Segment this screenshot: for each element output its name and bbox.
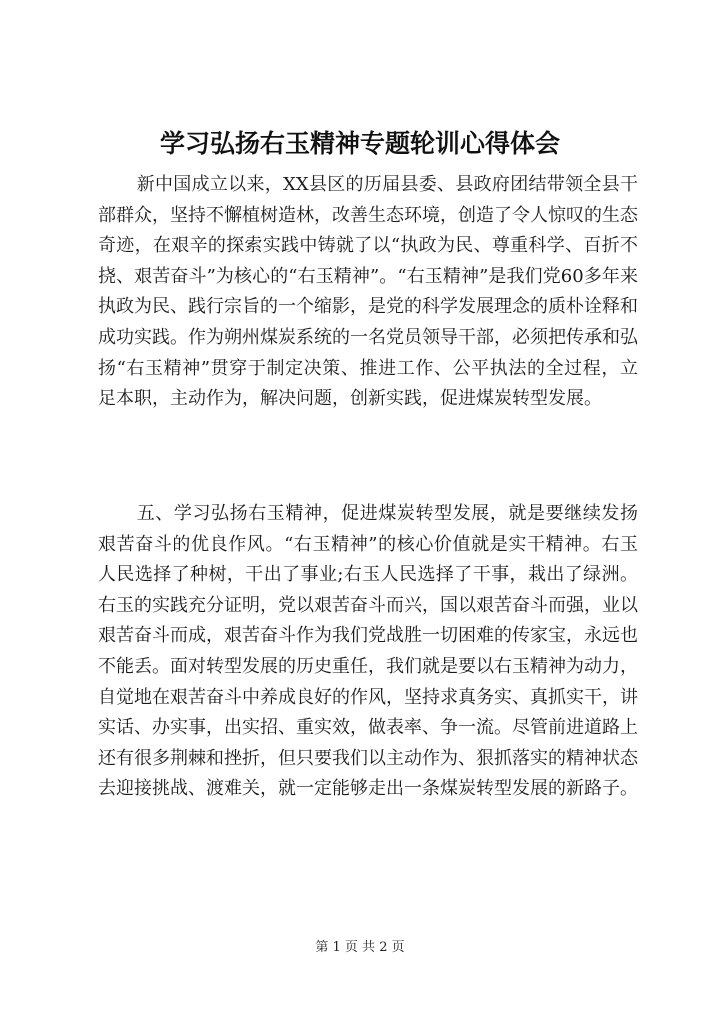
body-paragraph-1: 新中国成立以来，XX县区的历届县委、县政府团结带领全县干部群众，坚持不懈植树造林，改善生态环境，创造了令人惊叹的生态奇迹，在艰辛的探索实践中铸就了以“执政为民、尊重科学、百折不挠、艰苦奋斗”为核心的“右玉精神”。“右玉精神”是我们党60多年来执政为民、践行宗旨的一个缩影，是党的科学发展理念的质朴诠释和成功实践。作为朔州煤炭系统的一名党员领导干部，必须把传承和弘扬“右玉精神”贯穿于制定决策、推进工作、公平执法的全过程，立足本职，主动作为，解决问题，创新实践，促进煤炭转型发展。 — [98, 174, 638, 410]
document-title: 学习弘扬右玉精神专题轮训心得体会 — [159, 129, 560, 158]
body-paragraph-2: 五、学习弘扬右玉精神，促进煤炭转型发展，就是要继续发扬艰苦奋斗的优良作风。“右玉精神”的核心价值就是实干精神。右玉人民选择了种树，干出了事业;右玉人民选择了干事，栽出了绿洲。右玉的实践充分证明，党以艰苦奋斗而兴，国以艰苦奋斗而强，业以艰苦奋斗而成，艰苦奋斗作为我们党战胜一切困难的传家宝，永远也不能丢。面对转型发展的历史重任，我们就是要以右玉精神为动力，自觉地在艰苦奋斗中养成良好的作风，坚持求真务实、真抓实干，讲实话、办实事，出实招、重实效，做表率、争一流。尽管前进道路上还有很多荆棘和挫折，但只要我们以主动作为、狠抓落实的精神状态去迎接挑战、渡难关，就一定能够走出一条煤炭转型发展的新路子。 — [98, 503, 638, 800]
page-number-footer: 第 1 页 共 2 页 — [315, 940, 405, 955]
